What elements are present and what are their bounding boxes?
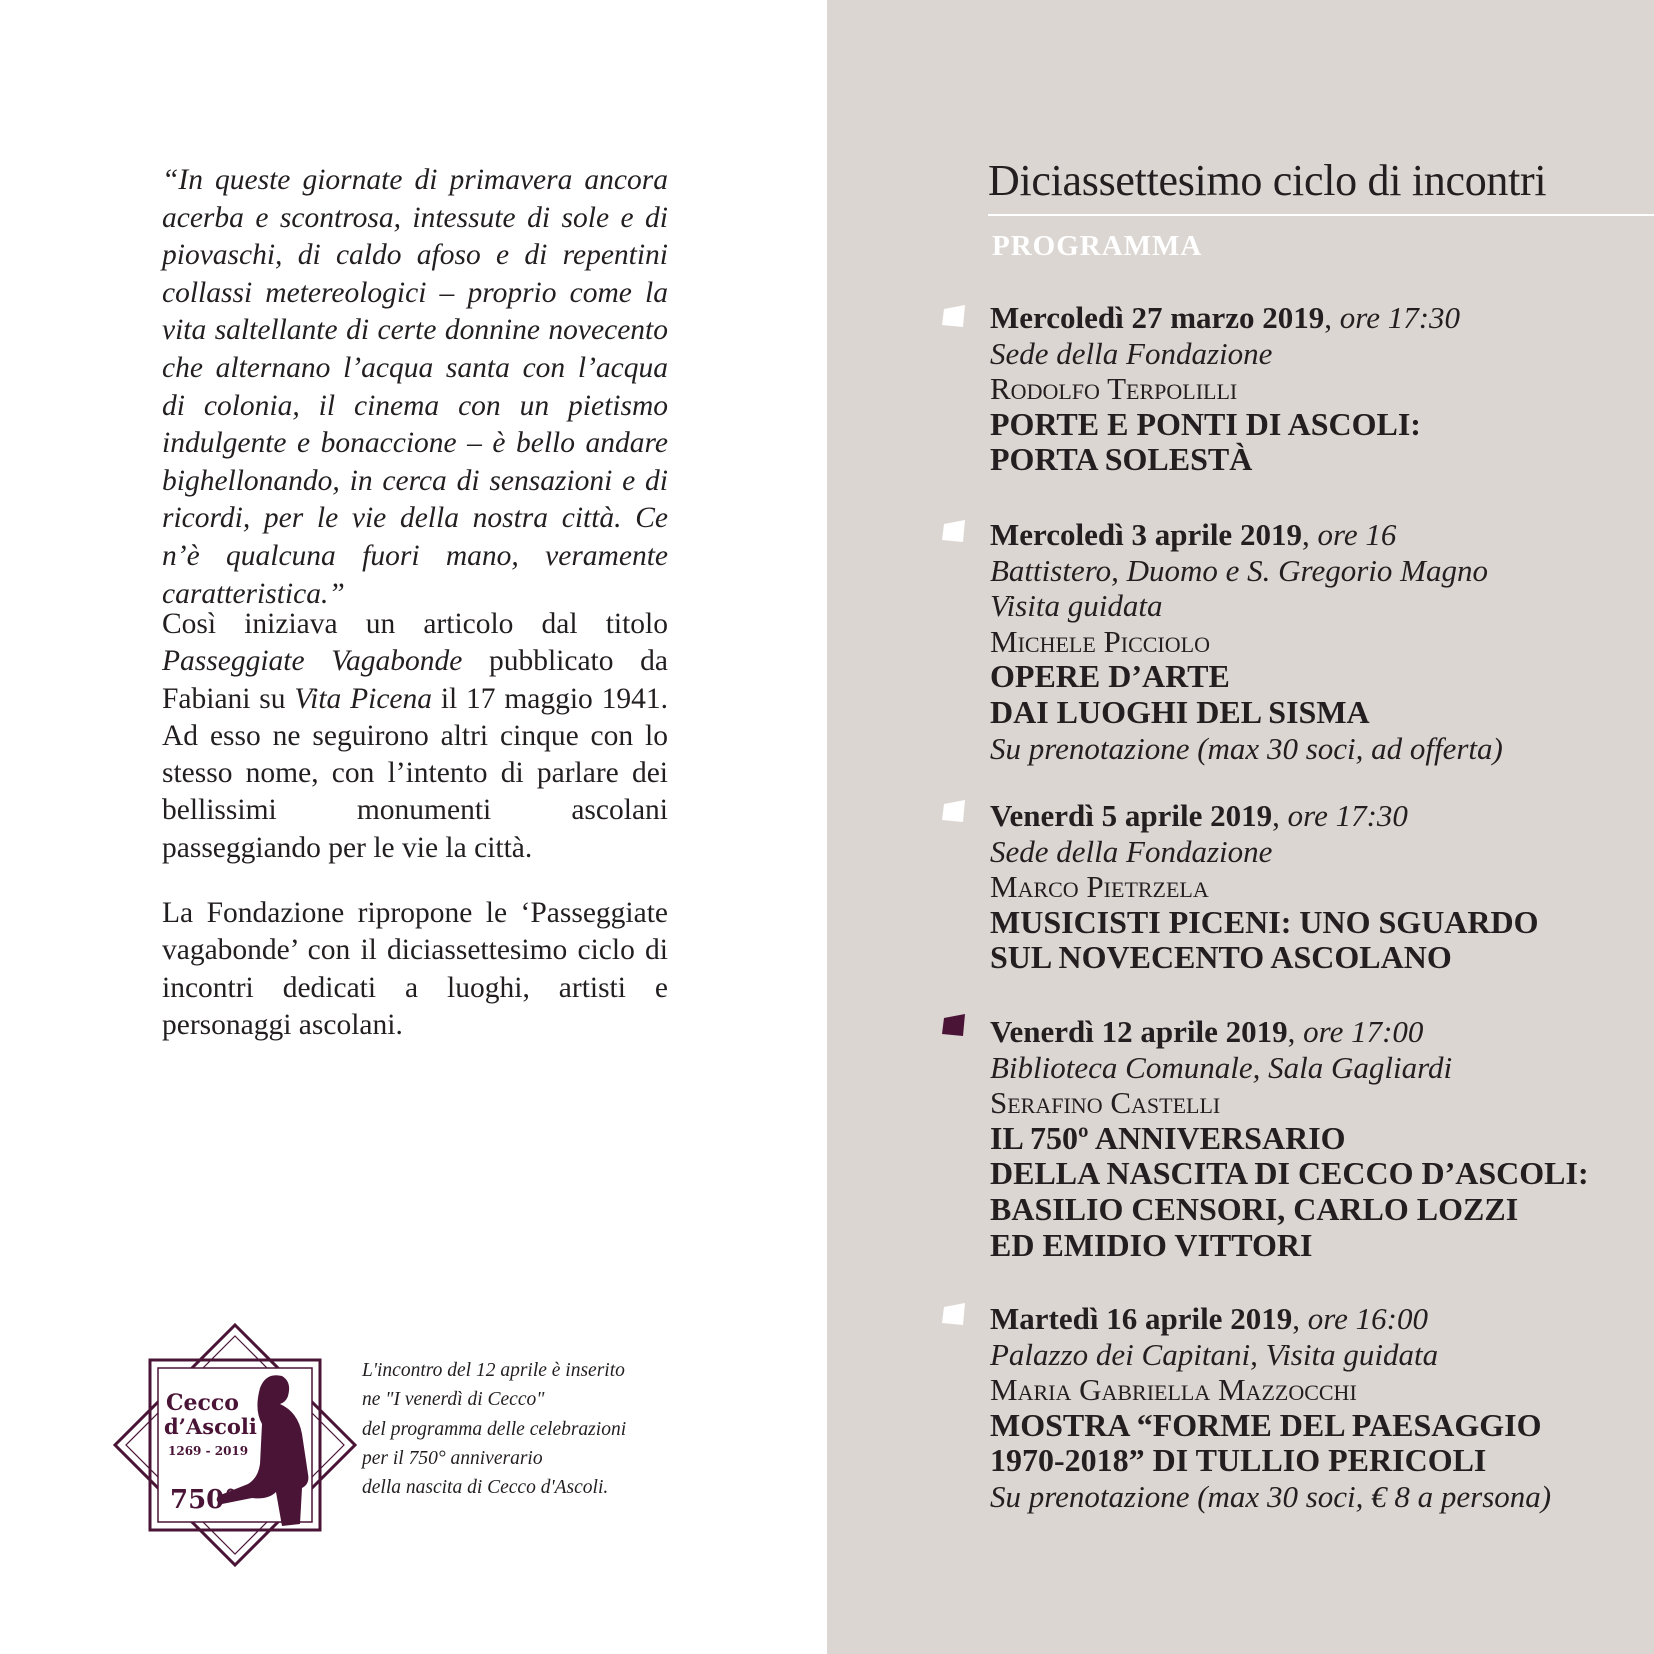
event-note: Su prenotazione (max 30 soci, ad offerta) [990, 730, 1503, 766]
intro-p1-text-a: Così iniziava un articolo dal titolo [162, 608, 668, 640]
event-location: Biblioteca Comunale, Sala Gagliardi [990, 1049, 1453, 1085]
event-title-line: MUSICISTI PICENI: UNO SGUARDO [990, 903, 1539, 940]
program-title: Diciassettesimo ciclo di incontri [988, 156, 1547, 205]
event-date: Venerdì 5 aprile 2019 [990, 798, 1273, 833]
event-time: ore 17:00 [1303, 1014, 1424, 1049]
event-date: Mercoledì 27 marzo 2019 [990, 300, 1325, 335]
event-title-line: PORTE E PONTI DI ASCOLI: [990, 405, 1421, 442]
intro-paragraph-2: La Fondazione ripropone le ‘Passeggiate vagabonde’ con il diciassettesimo ciclo di incontri dedicati a luoghi, artisti e personaggi ascolani. [162, 897, 668, 1041]
event-date: Martedì 16 aprile 2019 [990, 1301, 1293, 1336]
event-note: Su prenotazione (max 30 soci, € 8 a persona) [990, 1478, 1552, 1514]
event-time: ore 17:30 [1287, 798, 1408, 833]
footnote-line: per il 750° anniverario [362, 1447, 543, 1469]
bullet-square-highlight-icon [941, 1012, 967, 1038]
event-5 [990, 1301, 1640, 1515]
event-title-line: OPERE D’ARTE [990, 658, 1230, 695]
footnote-line: L'incontro del 12 aprile è inserito [362, 1360, 625, 1381]
footnote-line: della nascita di Cecco d'Ascoli. [362, 1477, 609, 1499]
intro-quote: “In queste giornate di primavera ancora acerba e scontrosa, intessute di sole e di piovaschi, di caldo afoso e di repentini collassi metereologici – proprio come la vita saltellante di certe donnine novecento che alternano l’acqua santa con l’acqua di colonia, il cinema con un pietismo indulgente e bonaccione – è bello andare bighellonando, in cerca di sensazioni e di ricordi, per le vie della nostra città. Ce n’è qualcuna fuori mano, veramente caratteristica.” [162, 164, 668, 610]
footnote [362, 1356, 672, 1502]
event-date-line: Martedì 16 aprile 2019, ore 16:00 [990, 1301, 1428, 1336]
event-location: Sede della Fondazione [990, 335, 1273, 371]
event-title-line: 1970-2018” DI TULLIO PERICOLI [990, 1442, 1487, 1479]
event-location: Sede della Fondazione [990, 833, 1273, 869]
event-title-line: ED EMIDIO VITTORI [990, 1226, 1313, 1263]
event-title-line: BASILIO CENSORI, CARLO LOZZI [990, 1190, 1519, 1227]
intro-p1-article-title: Passeggiate Vagabonde [162, 645, 463, 678]
event-1 [990, 300, 1640, 478]
event-title-line: IL 750º ANNIVERSARIO [990, 1119, 1346, 1156]
intro-p1-text-c: il 17 maggio 1941. Ad esso ne seguirono altri cinque con lo stesso nome, con l’intento di parlare dei bellissimi monumenti ascolani passeggiando per le vie la città. [162, 682, 668, 864]
bullet-square-icon [941, 1301, 967, 1327]
intro-paragraph-1 [162, 606, 668, 867]
event-location: Battistero, Duomo e S. Gregorio Magno [990, 552, 1488, 588]
event-location: Palazzo dei Capitani, Visita guidata [990, 1336, 1439, 1372]
event-time: ore 17:30 [1339, 300, 1461, 335]
event-speaker: Maria Gabriella Mazzocchi [990, 1372, 1357, 1408]
event-speaker: Serafino Castelli [990, 1085, 1221, 1121]
event-speaker: Michele Picciolo [990, 623, 1210, 659]
event-title-line: SUL NOVECENTO ASCOLANO [990, 939, 1452, 976]
event-speaker: Marco Pietrzela [990, 869, 1209, 905]
event-date: Venerdì 12 aprile 2019 [990, 1014, 1288, 1049]
event-title-line: DELLA NASCITA DI CECCO D’ASCOLI: [990, 1155, 1589, 1192]
event-location-detail: Visita guidata [990, 588, 1163, 624]
event-title-line: MOSTRA “FORME DEL PAESAGGIO [990, 1406, 1542, 1443]
event-speaker: Rodolfo Terpolilli [990, 371, 1238, 407]
event-4 [990, 1014, 1640, 1263]
event-date-line: Venerdì 12 aprile 2019, ore 17:00 [990, 1014, 1424, 1049]
event-title-line: DAI LUOGHI DEL SISMA [990, 693, 1370, 730]
intro-p1-journal: Vita Picena [294, 682, 433, 715]
event-date: Mercoledì 3 aprile 2019 [990, 517, 1302, 552]
program-label: PROGRAMMA [992, 230, 1203, 262]
logo-years: 1269 - 2019 [168, 1444, 249, 1458]
bullet-square-icon [941, 518, 967, 544]
event-title-line: PORTA SOLESTÀ [990, 441, 1253, 478]
logo-title-line1: Cecco [166, 1390, 239, 1416]
event-date-line: Mercoledì 27 marzo 2019, ore 17:30 [990, 300, 1461, 335]
logo-title-line2: d’Ascoli [164, 1414, 257, 1439]
event-3 [990, 798, 1640, 976]
event-date-line: Mercoledì 3 aprile 2019, ore 16 [990, 517, 1397, 552]
bullet-square-icon [941, 798, 967, 824]
event-time: ore 16:00 [1307, 1301, 1428, 1336]
event-2 [990, 517, 1640, 766]
event-time: ore 16 [1317, 517, 1397, 552]
title-divider [988, 214, 1654, 216]
event-date-line: Venerdì 5 aprile 2019, ore 17:30 [990, 798, 1408, 833]
cecco-750-logo [112, 1322, 358, 1568]
logo-badge: 750° [170, 1485, 238, 1515]
intro-p1-text-b: pubblicato da Fabiani su [162, 645, 668, 715]
bullet-square-icon [941, 303, 967, 329]
footnote-line: del programma delle celebrazioni [362, 1418, 627, 1440]
footnote-line: ne "I venerdì di Cecco" [362, 1389, 545, 1411]
